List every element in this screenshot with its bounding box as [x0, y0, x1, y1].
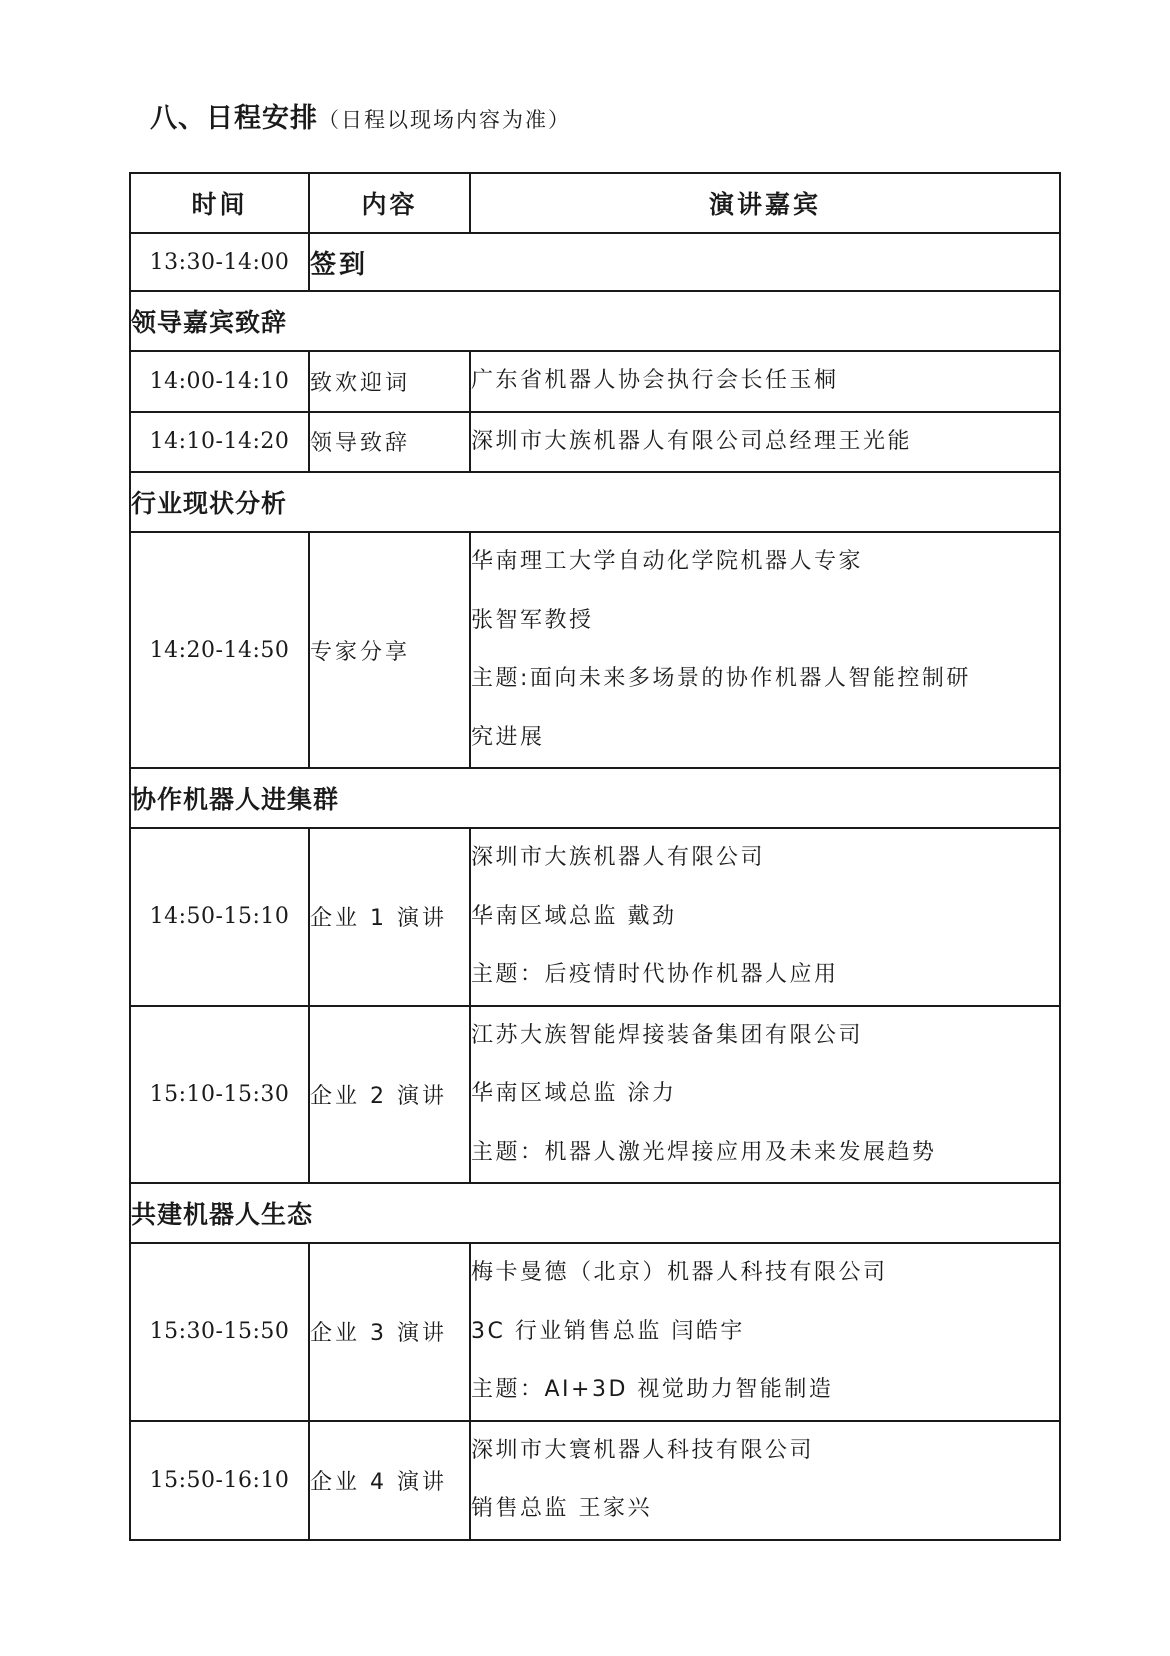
page-heading: [150, 96, 571, 135]
section-title: 领导嘉宾致辞: [130, 291, 1060, 351]
guest-line: 华南理工大学自动化学院机器人专家: [471, 549, 864, 574]
guest-line: 江苏大族智能焊接装备集团有限公司: [471, 1022, 864, 1048]
section-title: 行业现状分析: [130, 472, 1060, 532]
session-guest: [470, 1243, 1060, 1421]
guest-line: 深圳市大寰机器人科技有限公司: [471, 1437, 815, 1463]
session-time: 14:00-14:10: [130, 351, 309, 412]
session-time: 14:20-14:50: [130, 532, 309, 768]
session-content: 企业 4 演讲: [309, 1421, 470, 1540]
session-row: [130, 532, 1060, 768]
guest-line: 华南区域总监 涂力: [471, 1081, 677, 1106]
header-row: [130, 173, 1060, 233]
checkin-label: 签到: [309, 233, 1060, 291]
guest-line: 张智军教授: [471, 607, 594, 633]
session-row: [130, 828, 1060, 1006]
session-content: 企业 1 演讲: [309, 828, 470, 1006]
session-row: [130, 412, 1060, 473]
guest-line: 深圳市大族机器人有限公司总经理王光能: [471, 428, 913, 454]
guest-line: 主题：机器人激光焊接应用及未来发展趋势: [471, 1139, 937, 1165]
guest-line: 深圳市大族机器人有限公司: [471, 845, 766, 870]
heading-title: 八、日程安排: [150, 103, 318, 134]
guest-line: 3C 行业销售总监 闫皓宇: [471, 1318, 745, 1344]
guest-line: 主题:面向未来多场景的协作机器人智能控制研: [471, 666, 971, 691]
session-content: 致欢迎词: [309, 351, 470, 412]
guest-line: 华南区域总监 戴劲: [471, 903, 677, 929]
checkin-row: [130, 233, 1060, 291]
guest-line: 梅卡曼德（北京）机器人科技有限公司: [471, 1260, 888, 1285]
section-title: 协作机器人进集群: [130, 768, 1060, 828]
guest-line: 销售总监 王家兴: [471, 1496, 652, 1521]
session-guest: [470, 1421, 1060, 1540]
session-content: 领导致辞: [309, 412, 470, 473]
schedule-table: [129, 172, 1061, 1541]
session-guest: [470, 828, 1060, 1006]
session-time: 15:50-16:10: [130, 1421, 309, 1540]
header-content: 内容: [309, 173, 470, 233]
session-guest: [470, 351, 1060, 412]
guest-line: 主题：AI+3D 视觉助力智能制造: [471, 1377, 834, 1402]
session-row: [130, 351, 1060, 412]
heading-note: （日程以现场内容为准）: [318, 108, 571, 132]
session-row: [130, 1421, 1060, 1540]
session-guest: [470, 532, 1060, 768]
section-row: [130, 768, 1060, 828]
session-time: 14:10-14:20: [130, 412, 309, 473]
section-row: [130, 291, 1060, 351]
header-guest: 演讲嘉宾: [470, 173, 1060, 233]
section-row: [130, 472, 1060, 532]
section-row: [130, 1183, 1060, 1243]
session-time: 15:10-15:30: [130, 1006, 309, 1184]
session-row: [130, 1243, 1060, 1421]
session-content: 企业 3 演讲: [309, 1243, 470, 1421]
session-guest: [470, 1006, 1060, 1184]
checkin-time: 13:30-14:00: [130, 233, 309, 291]
session-time: 15:30-15:50: [130, 1243, 309, 1421]
guest-line: 主题：后疫情时代协作机器人应用: [471, 962, 839, 987]
guest-line: 究进展: [471, 724, 545, 750]
session-content: 企业 2 演讲: [309, 1006, 470, 1184]
schedule-body: [130, 173, 1060, 1540]
section-title: 共建机器人生态: [130, 1183, 1060, 1243]
session-guest: [470, 412, 1060, 473]
session-row: [130, 1006, 1060, 1184]
session-time: 14:50-15:10: [130, 828, 309, 1006]
session-content: 专家分享: [309, 532, 470, 768]
guest-line: 广东省机器人协会执行会长任玉桐: [471, 368, 839, 393]
header-time: 时间: [130, 173, 309, 233]
